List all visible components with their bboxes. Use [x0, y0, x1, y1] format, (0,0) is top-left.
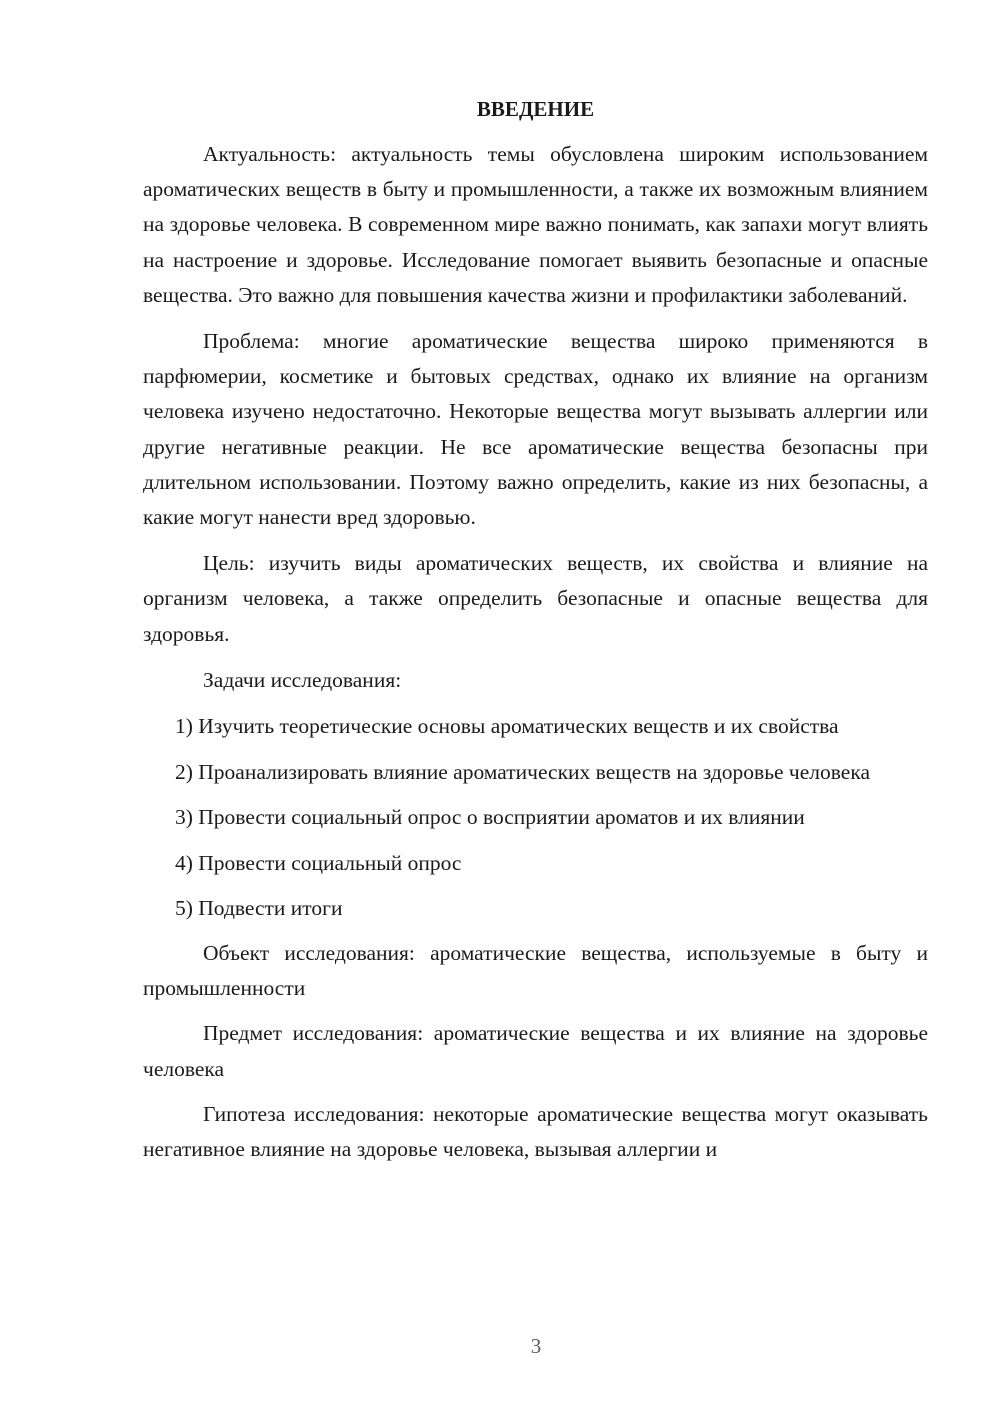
task-item-4: 4) Провести социальный опрос [175, 850, 462, 875]
goal-paragraph: Цель: изучить виды ароматических веществ, их свойства и влияние на организм человека, а также определить безопасные и опасные вещества для здоровья. [143, 551, 928, 646]
relevance-paragraph: Актуальность: актуальность темы обусловлена широким использованием ароматических веществ в быту и промышленности, а также их возможным влиянием на здоровье человека. В современном мире важно понимать, как запахи могут влиять на настроение и здоровье. Исследование помогает выявить безопасные и опасные вещества. Это важно для повышения качества жизни и профилактики заболеваний. [143, 142, 928, 307]
document-page [143, 94, 928, 1167]
task-item-2: 2) Проанализировать влияние ароматических веществ на здоровье человека [175, 760, 870, 785]
subject-paragraph: Предмет исследования: ароматические вещества и их влияние на здоровье человека [143, 1021, 928, 1081]
hypothesis-paragraph: Гипотеза исследования: некоторые ароматические вещества могут оказывать негативное влияние на здоровье человека, вызывая аллергии и [143, 1101, 928, 1162]
task-item-1: 1) Изучить теоретические основы ароматических веществ и их свойства [175, 714, 839, 739]
problem-paragraph: Проблема: многие ароматические вещества широко применяются в парфюмерии, косметике и бытовых средствах, однако их влияние на организм человека изучено недостаточно. Некоторые вещества могут вызывать аллергии или другие негативные реакции. Не все ароматические вещества безопасны при длительном использовании. Поэтому важно определить, какие из них безопасны, а какие могут нанести вред здоровью. [143, 329, 928, 530]
page-number: 3 [530, 1334, 542, 1358]
section-heading: ВВЕДЕНИЕ [476, 97, 595, 121]
tasks-heading: Задачи исследования: [203, 667, 402, 692]
task-item-3: 3) Провести социальный опрос о восприятии ароматов и их влиянии [175, 805, 805, 830]
object-paragraph: Объект исследования: ароматические вещества, используемые в быту и промышленности [143, 941, 928, 1001]
task-item-5: 5) Подвести итоги [175, 895, 343, 920]
